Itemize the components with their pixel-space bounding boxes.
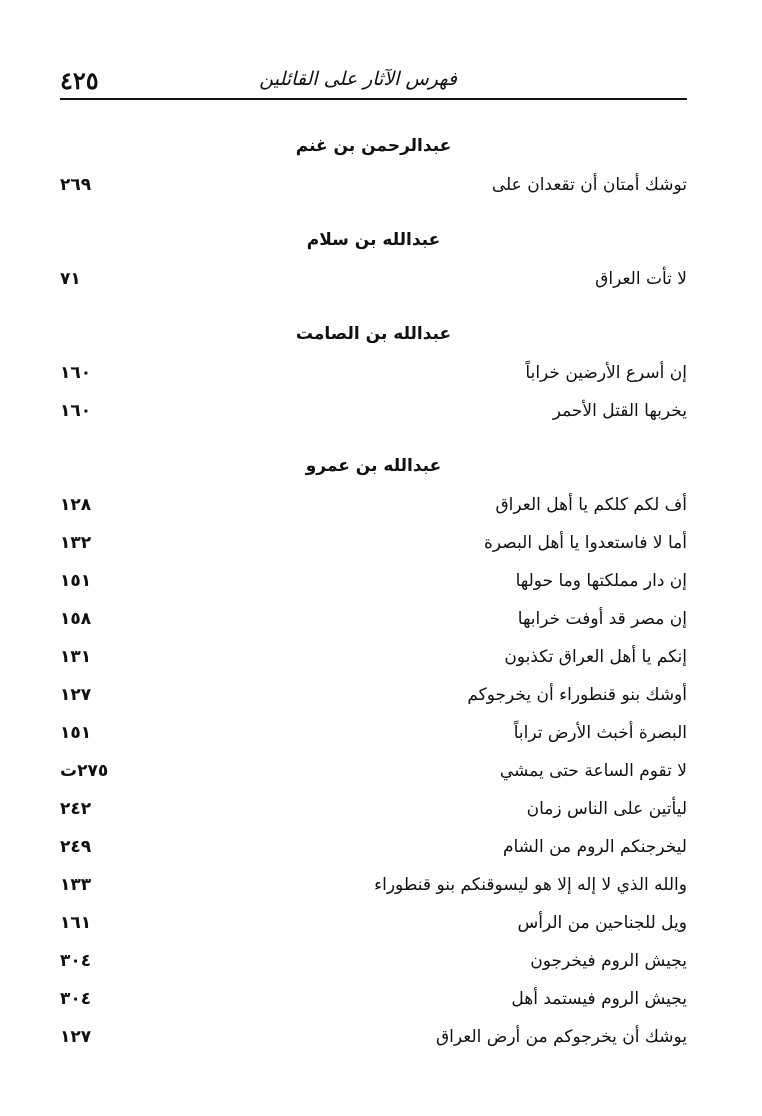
entry-page-number: ١٢٧ [60,685,92,705]
entry-text: ليأتين على الناس زمان [526,799,687,819]
section-title: عبدالرحمن بن غنم [295,136,452,156]
index-entry [60,392,687,430]
entry-text: إن أسرع الأرضين خراباً [525,363,687,383]
header-rule [60,98,687,100]
index-entry [60,790,687,828]
entry-page-number: ١٥١ [60,723,92,743]
entry-text: ليخرجنكم الروم من الشام [502,837,687,857]
index-entry [60,714,687,752]
entry-page-number: ٢٤٢ [60,799,92,819]
index-entry [60,600,687,638]
entry-page-number: ١٥١ [60,571,92,591]
entry-text: لا تأت العراق [595,269,687,289]
index-entry [60,166,687,204]
entry-page-number: ١٢٨ [60,495,92,515]
entry-page-number: ١٥٨ [60,609,92,629]
entry-page-number: ٢٦٩ [60,175,92,195]
entry-page-number: ١٣٣ [60,875,92,895]
entry-page-number: ٧١ [60,269,81,289]
index-content [60,118,687,1056]
index-entry [60,980,687,1018]
index-entry [60,524,687,562]
entry-page-number: ٣٠٤ [60,951,92,971]
entry-text: البصرة أخبث الأرض تراباً [513,723,687,743]
index-entry [60,260,687,298]
entry-text: أف لكم كلكم يا أهل العراق [495,495,687,515]
entry-text: ويل للجناحين من الرأس [517,913,687,933]
entry-page-number: ١٢٧ [60,1027,92,1047]
index-entry [60,486,687,524]
entry-page-number: ١٣١ [60,647,92,667]
index-entry [60,354,687,392]
entry-text: يجيش الروم فيستمد أهل [511,989,687,1009]
index-entry [60,752,687,790]
index-entry [60,904,687,942]
entry-page-number: ١٦٠ [60,401,92,421]
entry-text: والله الذي لا إله إلا هو ليسوقنكم بنو قنطوراء [374,875,687,895]
index-entry [60,942,687,980]
entry-text: إن دار مملكتها وما حولها [515,571,687,591]
index-entry [60,866,687,904]
page-header [60,62,687,100]
entry-page-number: ١٦٠ [60,363,92,383]
entry-page-number: ١٦١ [60,913,92,933]
index-entry [60,828,687,866]
entry-page-number: ٣٠٤ [60,989,92,1009]
entry-page-number: ٢٧٥ت [60,761,109,781]
entry-text: يجيش الروم فيخرجون [530,951,687,971]
entry-text: توشك أمتان أن تقعدان على [491,175,687,195]
page-number: ٤٢٥ [60,66,99,95]
entry-text: لا تقوم الساعة حتى يمشي [499,761,687,781]
entry-text: يخربها القتل الأحمر [552,401,687,421]
entry-text: أما لا فاستعدوا يا أهل البصرة [484,533,687,553]
section-title: عبدالله بن سلام [306,230,441,250]
entry-text: أوشك بنو قنطوراء أن يخرجوكم [467,685,687,705]
entry-text: يوشك أن يخرجوكم من أرض العراق [435,1027,687,1047]
index-entry [60,562,687,600]
index-entry [60,676,687,714]
entry-page-number: ٢٤٩ [60,837,92,857]
entry-text: إن مصر قد أوفت خرابها [517,609,687,629]
entry-text: إنكم يا أهل العراق تكذبون [504,647,687,667]
running-title: فهرس الآثار على القائلين [259,68,457,90]
index-entry [60,1018,687,1056]
section-title: عبدالله بن عمرو [305,456,442,476]
index-entry [60,638,687,676]
entry-page-number: ١٣٢ [60,533,92,553]
section-title: عبدالله بن الصامت [295,324,452,344]
